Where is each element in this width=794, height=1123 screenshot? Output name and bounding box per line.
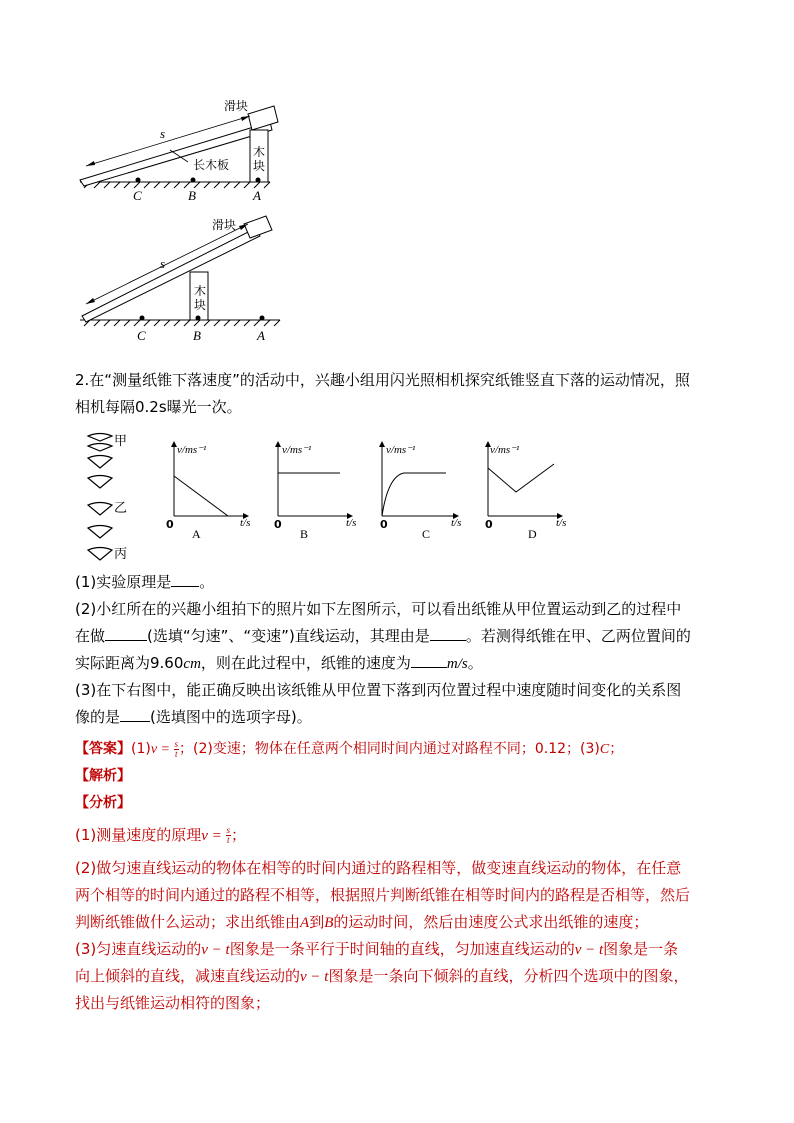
- answer-blank-2[interactable]: [105, 626, 147, 641]
- graph-c-ylabel: v/ms⁻¹: [386, 444, 416, 456]
- graph-b-origin: 0: [274, 518, 282, 531]
- point-b-label-2: B: [193, 328, 201, 343]
- slider-label-1: 滑块: [224, 99, 249, 113]
- cone-label-jia: 甲: [114, 434, 128, 449]
- point-c-label-1: C: [133, 188, 142, 203]
- analysis-fraction: $\frac{s}{t}$: [226, 825, 231, 845]
- answer-blank-5[interactable]: [120, 707, 150, 722]
- analysis-line1: (1)测量速度的原理v = $\frac{s}{t}$ ；: [75, 825, 247, 845]
- analysis-line5: (3)匀速直线运动的v − t图象是一条平行于时间轴的直线，匀加速直线运动的v − t图象是一条: [75, 940, 679, 958]
- question-intro-line1: 2.在“测量纸锥下落速度”的活动中，兴趣小组用闪光照相机探究纸锥竖直下落的运动情况，照: [75, 371, 690, 389]
- block-label-1b: 块: [253, 159, 266, 173]
- analysis-line7: 找出与纸锥运动相符的图象；: [75, 994, 271, 1012]
- graph-b-xlabel: t/s: [346, 517, 357, 529]
- point-a-label-1: A: [253, 188, 261, 203]
- question-2-line3: 实际距离为9.60cm，则在此过程中，纸锥的速度为 m/s。: [75, 654, 483, 672]
- block-label-2b: 块: [194, 298, 207, 312]
- graph-d-ylabel: v/ms⁻¹: [490, 444, 520, 456]
- graph-d-letter: D: [528, 527, 537, 541]
- question-3-line2: 像的是 (选填图中的选项字母)。: [75, 708, 312, 726]
- block-label-2a: 木: [194, 284, 207, 298]
- analysis-tag: 【解析】: [75, 768, 131, 784]
- graph-c-xlabel: t/s: [451, 517, 462, 529]
- graph-c-origin: 0: [380, 518, 388, 531]
- question-3-line1: (3)在下右图中，能正确反映出该纸锥从甲位置下落到丙位置过程中速度随时间变化的关系图: [75, 681, 682, 699]
- answer-blank-1[interactable]: [171, 572, 199, 587]
- distance-label-1: s: [160, 126, 166, 141]
- analysis-line3: 两个相等的时间内通过的路程不相等，根据照片判断纸锥在相等时间内的路程是否相等，然后: [75, 886, 691, 904]
- answer-blank-4[interactable]: [411, 653, 447, 668]
- graph-a-xlabel: t/s: [240, 517, 251, 529]
- analysis-line4: 判断纸锥做什么运动；求出纸锥由A到B的运动时间，然后由速度公式求出纸锥的速度；: [75, 913, 649, 931]
- board-label: 长木板: [193, 158, 230, 172]
- question-intro-line2: 相机每隔0.2s曝光一次。: [75, 398, 242, 416]
- graph-d-xlabel: t/s: [556, 517, 567, 529]
- question-2-line2: 在做 (选填“匀速”、“变速”)直线运动，其理由是 。若测得纸锥在甲、乙两位置间的: [75, 627, 691, 645]
- incline-figure-2: [70, 212, 290, 337]
- analysis-fenxi-tag: 【分析】: [75, 795, 131, 811]
- answer-line: 【答案】(1)v = $\frac{s}{t}$ ；(2)变速；物体在任意两个相同时间内通过对路程不同；0.12；(3)C；: [75, 738, 624, 759]
- graph-a-origin: 0: [166, 518, 174, 531]
- cone-label-bing: 丙: [114, 547, 128, 562]
- graph-c-letter: C: [422, 527, 431, 541]
- point-c-label-2: C: [137, 328, 146, 343]
- graph-a-letter: A: [192, 527, 201, 541]
- answer-blank-3[interactable]: [430, 626, 466, 641]
- graph-d-origin: 0: [485, 518, 493, 531]
- point-b-label-1: B: [188, 188, 196, 203]
- graph-b-ylabel: v/ms⁻¹: [282, 444, 312, 456]
- analysis-line6: 向上倾斜的直线，减速直线运动的v − t图象是一条向下倾斜的直线，分析四个选项中的图象，: [75, 967, 689, 985]
- graph-b-letter: B: [300, 527, 309, 541]
- question-2-line1: (2)小红所在的兴趣小组拍下的照片如下左图所示，可以看出纸锥从甲位置运动到乙的过程中: [75, 600, 682, 618]
- question-1: (1)实验原理是 。: [75, 573, 215, 591]
- analysis-line2: (2)做匀速直线运动的物体在相等的时间内通过的路程相等，做变速直线运动的物体，在任意: [75, 859, 682, 877]
- cone-label-yi: 乙: [114, 501, 128, 516]
- graph-a-ylabel: v/ms⁻¹: [177, 444, 207, 456]
- answer-fraction: $\frac{s}{t}$: [174, 738, 179, 759]
- block-label-1a: 木: [253, 145, 266, 159]
- slider-label-2: 滑块: [212, 218, 237, 232]
- point-a-label-2: A: [257, 328, 265, 343]
- distance-label-2: s: [160, 256, 166, 271]
